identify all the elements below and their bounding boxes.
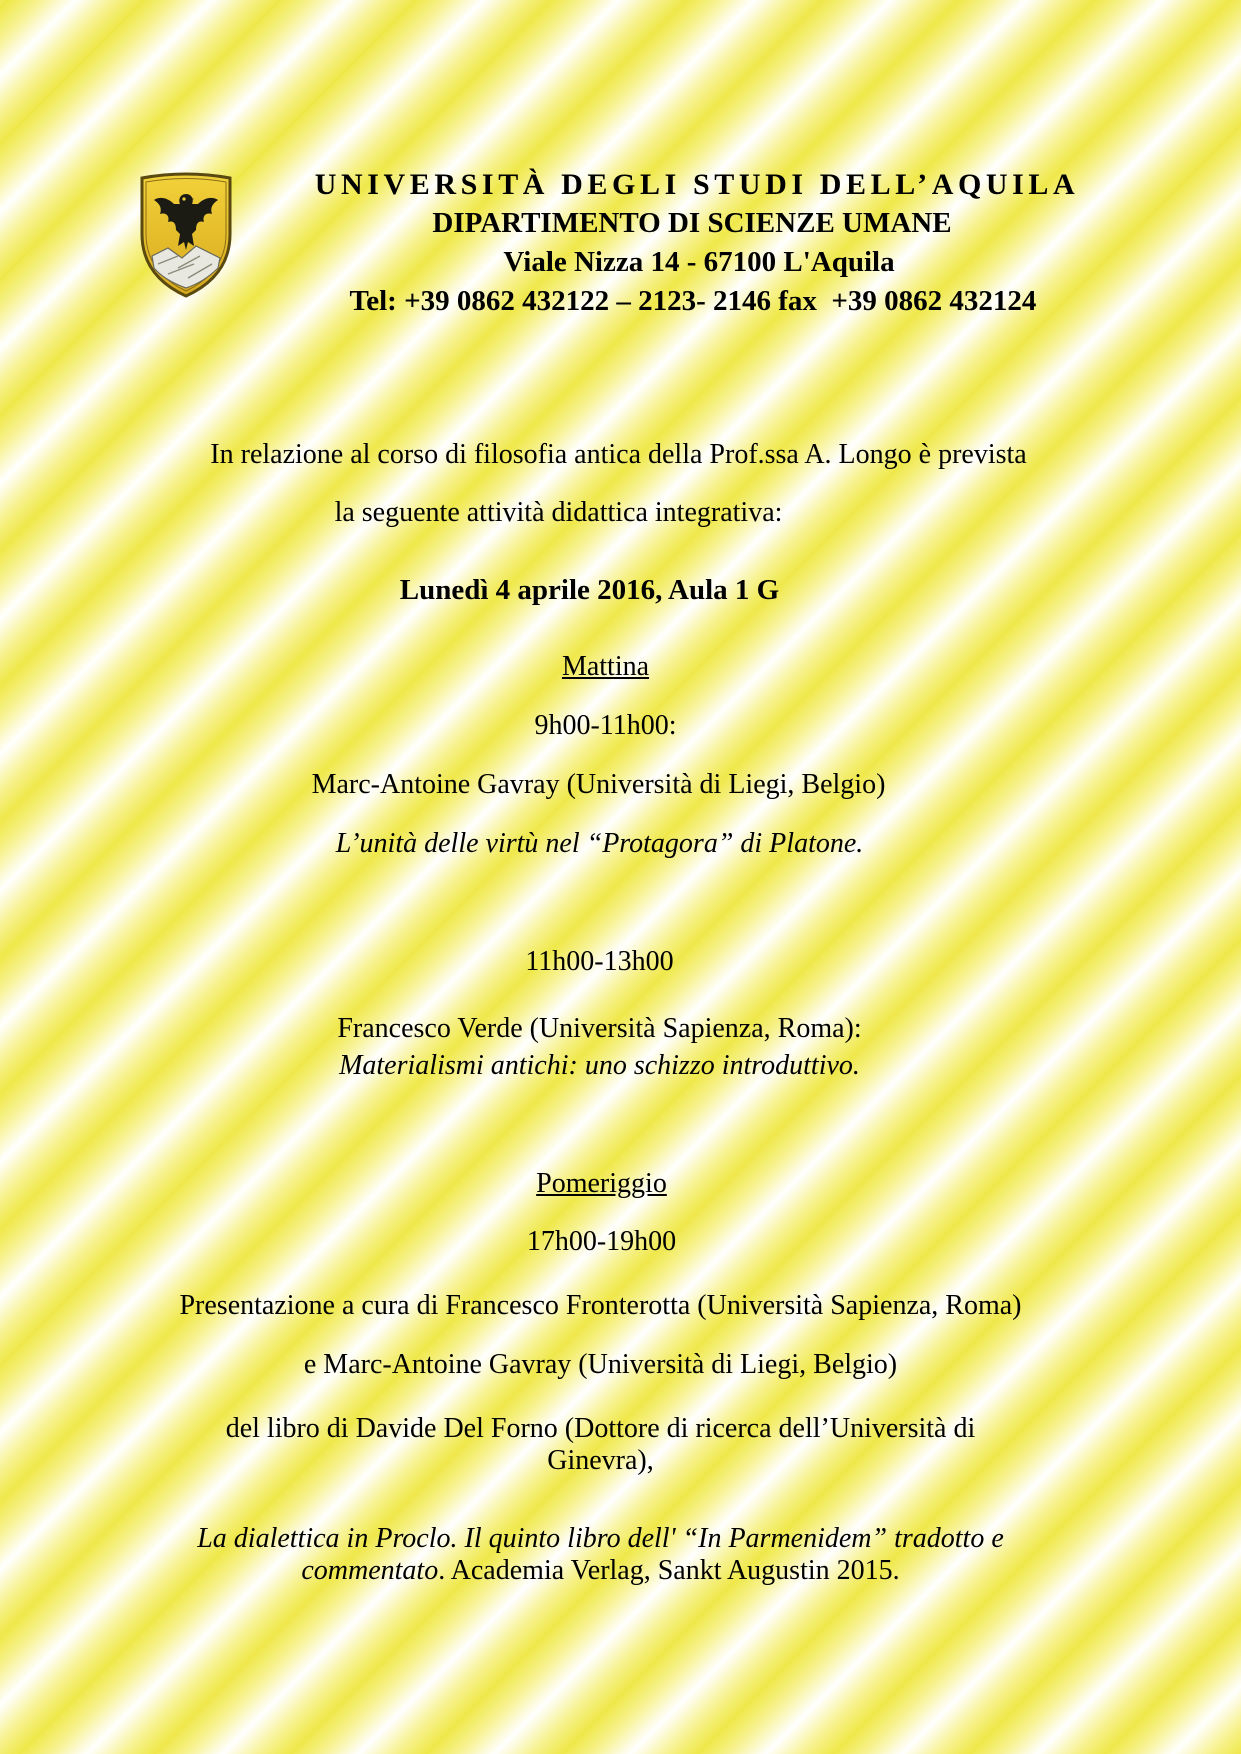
book-author-line-2: Ginevra),	[547, 1445, 654, 1476]
session-1-title: L’unità delle virtù nel “Protagora” di Platone.	[335, 828, 864, 859]
session-2-title: Materialismi antichi: uno schizzo introduttivo.	[339, 1050, 860, 1081]
presenter-line-1: Presentazione a cura di Francesco Fronterotta (Università Sapienza, Roma)	[179, 1290, 1022, 1321]
book-title-line-2: commentato	[301, 1555, 439, 1586]
afternoon-heading	[0, 1168, 1222, 1200]
book-title-line-1: La dialettica in Proclo. Il quinto libro dell' “In Parmenidem” tradotto e	[197, 1523, 1004, 1554]
eagle-shield-icon	[138, 172, 234, 300]
session-3-time: 17h00-19h00	[526, 1226, 677, 1257]
letterhead	[262, 166, 1122, 321]
presenter-line-2: e Marc-Antoine Gavray (Università di Liegi, Belgio)	[303, 1349, 898, 1380]
book-author	[0, 1413, 1221, 1477]
event-date: Lunedì 4 aprile 2016, Aula 1 G	[399, 574, 780, 606]
address: Viale Nizza 14 - 67100 L'Aquila	[503, 246, 895, 278]
morning-heading-text: Mattina	[561, 651, 650, 682]
university-name: UNIVERSITÀ DEGLI STUDI DELL’AQUILA	[314, 168, 1080, 201]
intro-line-1: In relazione al corso di filosofia antica della Prof.ssa A. Longo è prevista	[210, 439, 1027, 470]
department-name: DIPARTIMENTO DI SCIENZE UMANE	[432, 207, 952, 239]
intro-line-2: la seguente attività didattica integrativa:	[334, 497, 783, 528]
session-2-speaker: Francesco Verde (Università Sapienza, Roma):	[337, 1013, 862, 1044]
session-1-speaker: Marc-Antoine Gavray (Università di Liegi, Belgio)	[311, 769, 886, 800]
afternoon-heading-text: Pomeriggio	[536, 1168, 667, 1199]
morning-heading	[0, 651, 1226, 683]
book-author-line-1: del libro di Davide Del Forno (Dottore di ricerca dell’Università di	[225, 1413, 976, 1444]
session-1-time: 9h00-11h00:	[534, 710, 677, 741]
session-2-time: 11h00-13h00	[525, 946, 674, 977]
book-citation	[0, 1523, 1221, 1587]
book-publisher: . Academia Verlag, Sankt Augustin 2015.	[438, 1555, 900, 1586]
phone-fax: Tel: +39 0862 432122 – 2123- 2146 fax +39 0862 432124	[349, 285, 1037, 317]
